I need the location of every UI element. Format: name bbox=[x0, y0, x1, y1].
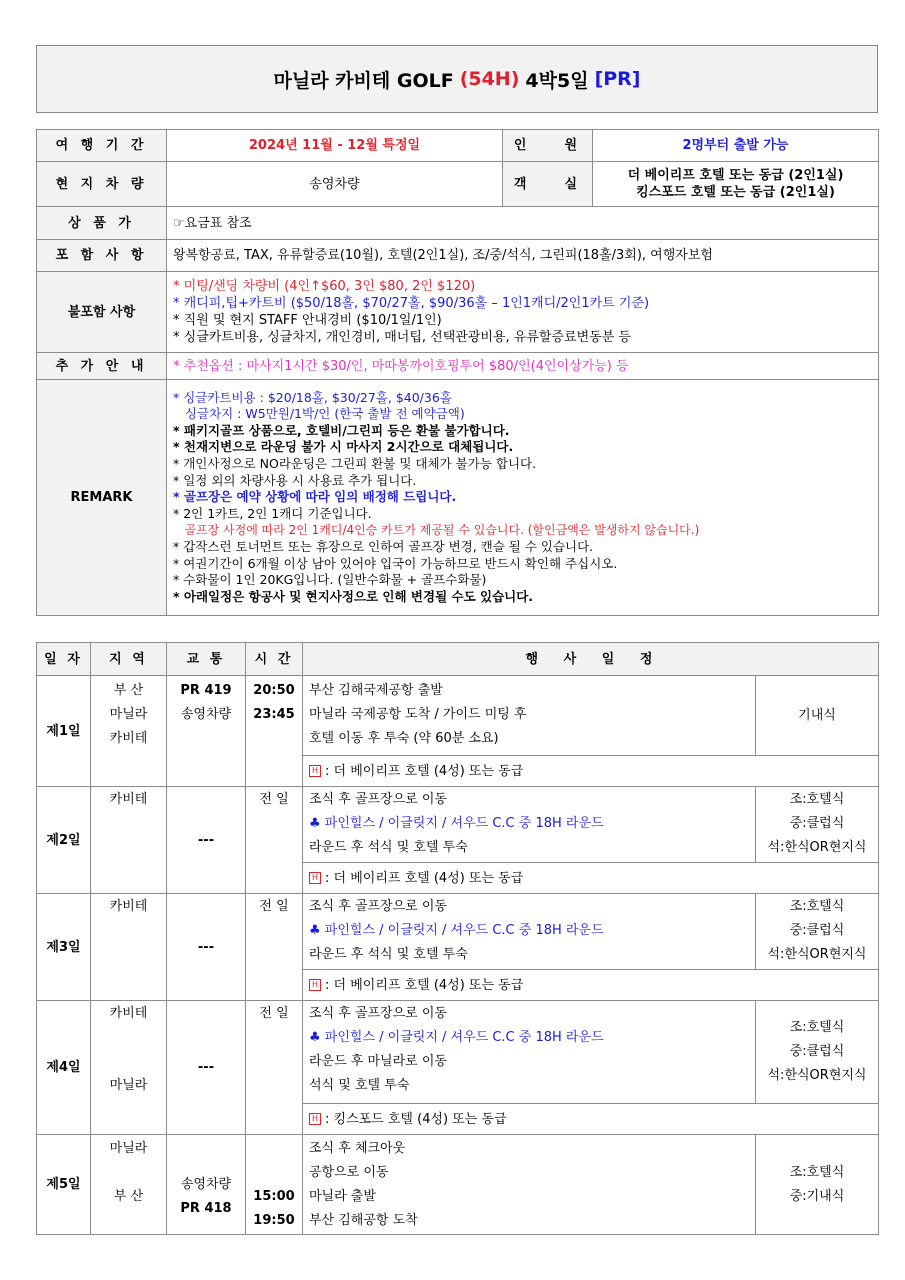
time-text: 전 일 bbox=[259, 792, 289, 807]
meal-text: 중:클럽식 bbox=[789, 816, 845, 831]
remark-item: * 수화물이 1인 20KG입니다. (일반수화물 + 골프수화물) bbox=[173, 572, 487, 588]
room-label: 객 실 bbox=[503, 162, 593, 207]
remark-item: * 골프장은 예약 상황에 따라 임의 배정해 드립니다. bbox=[173, 489, 457, 505]
hotel-icon: H bbox=[309, 872, 321, 884]
hotel-cell bbox=[303, 863, 879, 894]
exclude-item: * 캐디피,팁+카트비 ($50/18홀, $70/27홀, $90/36홀 – 1인1캐디/2인1카트 기준) bbox=[173, 296, 650, 311]
event-text: ♣ 파인힐스 / 이글릿지 / 셔우드 C.C 중 18H 라운드 bbox=[309, 923, 604, 938]
time-text: 23:45 bbox=[253, 707, 295, 722]
extra-value: * 추천옵션 : 마사지1시간 $30/인, 마따봉까이호핑투어 $80/인(4인이상가능) 등 bbox=[167, 353, 879, 380]
remark-item: * 패키지골프 상품으로, 호텔비/그린피 등은 환불 불가합니다. bbox=[173, 422, 510, 438]
day-label: 제4일 bbox=[37, 1001, 91, 1135]
event-text: 조식 후 골프장으로 이동 bbox=[309, 1006, 447, 1021]
remark-row bbox=[37, 380, 879, 616]
header-region: 지 역 bbox=[91, 643, 167, 676]
period-label: 여 행 기 간 bbox=[37, 130, 167, 162]
hotel-icon: H bbox=[309, 765, 321, 777]
region-text: 카비테 bbox=[109, 731, 148, 746]
exclude-item: * 싱글카트비용, 싱글차지, 개인경비, 매너팁, 선택관광비용, 유류할증료변동분 등 bbox=[173, 330, 631, 345]
remark-item: * 갑작스런 토너먼트 또는 휴장으로 인하여 골프장 변경, 캔슬 될 수 있습니다. bbox=[173, 538, 594, 554]
time-cell bbox=[246, 787, 303, 894]
time-text: 19:50 bbox=[253, 1213, 295, 1228]
price-value: ☞요금표 참조 bbox=[167, 207, 879, 240]
event-text: 마닐라 국제공항 도착 / 가이드 미팅 후 bbox=[309, 707, 527, 722]
price-label: 상 품 가 bbox=[37, 207, 167, 240]
meal-text: 조:호텔식 bbox=[789, 1164, 845, 1180]
exclude-list bbox=[167, 272, 879, 353]
events-cell bbox=[303, 787, 756, 863]
hotel-text: : 더 베이리프 호텔 (4성) 또는 동급 bbox=[325, 977, 524, 993]
hotel-icon: H bbox=[309, 979, 321, 991]
remark-item: * 싱글카트비용 : $20/18홀, $30/27홀, $40/36홀 bbox=[173, 389, 452, 405]
schedule-row bbox=[37, 1135, 879, 1235]
events-cell bbox=[303, 1135, 756, 1235]
hotel-cell bbox=[303, 1104, 879, 1135]
meal-text: 석:한식OR현지식 bbox=[767, 947, 867, 962]
region-cell bbox=[91, 787, 167, 894]
event-text: 조식 후 체크아웃 bbox=[309, 1141, 406, 1156]
event-text: 호텔 이동 후 투숙 (약 60분 소요) bbox=[309, 731, 499, 746]
event-text: 공항으로 이동 bbox=[309, 1165, 389, 1180]
schedule-row bbox=[37, 1001, 879, 1104]
remark-item: * 2인 1카트, 2인 1캐디 기준입니다. bbox=[173, 505, 372, 521]
include-row bbox=[37, 240, 879, 272]
region-text: 부 산 bbox=[113, 683, 144, 698]
region-text: 부 산 bbox=[113, 1189, 144, 1204]
meal-text: 조:호텔식 bbox=[789, 1020, 845, 1035]
transport-cell bbox=[167, 1001, 246, 1135]
event-text: 라운드 후 마닐라로 이동 bbox=[309, 1054, 447, 1069]
meal-text: 석:한식OR현지식 bbox=[767, 840, 867, 855]
hotel-text: : 더 베이리프 호텔 (4성) 또는 동급 bbox=[325, 870, 524, 886]
people-label: 인 원 bbox=[503, 130, 593, 162]
remark-item: 싱글차지 : W5만원/1박/인 (한국 출발 전 예약금액) bbox=[173, 406, 465, 422]
remark-label: REMARK bbox=[37, 380, 167, 616]
event-text: 조식 후 골프장으로 이동 bbox=[309, 899, 447, 914]
title-holes: (54H) bbox=[459, 68, 520, 90]
transport-cell bbox=[167, 676, 246, 787]
meal-text: 조:호텔식 bbox=[789, 792, 845, 807]
event-text: 부산 김해국제공항 출발 bbox=[309, 683, 443, 698]
meal-text: 기내식 bbox=[798, 708, 836, 723]
region-text bbox=[97, 1050, 160, 1074]
day-label: 제2일 bbox=[37, 787, 91, 894]
remark-item: * 천재지변으로 라운딩 불가 시 마사지 2시간으로 대체됩니다. bbox=[173, 439, 514, 455]
region-text: 카비테 bbox=[109, 792, 148, 807]
transport-cell bbox=[167, 1135, 246, 1235]
transport-cell bbox=[167, 894, 246, 1001]
region-text: 카비테 bbox=[109, 899, 148, 914]
room-line-2: 킹스포드 호텔 또는 동급 (2인1실) bbox=[636, 185, 835, 200]
transport-text bbox=[173, 1149, 239, 1173]
events-cell bbox=[303, 1001, 756, 1104]
vehicle-value: 송영차량 bbox=[167, 162, 503, 207]
time-text: 15:00 bbox=[253, 1189, 295, 1204]
transport-text: --- bbox=[197, 939, 215, 955]
region-text: 마닐라 bbox=[109, 1141, 148, 1156]
time-text bbox=[252, 1137, 296, 1161]
exclude-row bbox=[37, 272, 879, 353]
hotel-cell bbox=[303, 970, 879, 1001]
schedule-header-row bbox=[37, 643, 879, 676]
region-text: 카비테 bbox=[109, 1006, 148, 1021]
region-cell bbox=[91, 1001, 167, 1135]
time-text: 전 일 bbox=[259, 1006, 289, 1021]
region-text: 마닐라 bbox=[109, 1078, 148, 1093]
remark-item: * 일정 외의 차량사용 시 사용료 추가 됩니다. bbox=[173, 472, 417, 488]
event-text: 마닐라 출발 bbox=[309, 1189, 376, 1204]
remark-item: * 개인사정으로 NO라운딩은 그린피 환불 및 대체가 불가능 합니다. bbox=[173, 456, 537, 472]
time-text bbox=[252, 1161, 296, 1185]
transport-text: 송영차량 bbox=[180, 1177, 232, 1192]
extra-label: 추 가 안 내 bbox=[37, 353, 167, 380]
schedule-row bbox=[37, 676, 879, 756]
transport-cell bbox=[167, 787, 246, 894]
event-text: 부산 김해공항 도착 bbox=[309, 1213, 418, 1228]
hotel-cell bbox=[303, 756, 879, 787]
vehicle-row bbox=[37, 162, 879, 207]
page-title bbox=[36, 45, 878, 113]
hotel-text: : 킹스포드 호텔 (4성) 또는 동급 bbox=[325, 1111, 507, 1127]
exclude-item: * 미팅/샌딩 차량비 (4인↑$60, 3인 $80, 2인 $120) bbox=[173, 279, 476, 294]
remark-list bbox=[167, 380, 879, 616]
time-cell bbox=[246, 1135, 303, 1235]
transport-text: 송영차량 bbox=[180, 707, 232, 722]
title-duration: 4박5일 bbox=[525, 69, 589, 92]
event-text: 석식 및 호텔 투숙 bbox=[309, 1078, 410, 1093]
header-day: 일 자 bbox=[37, 643, 91, 676]
region-cell bbox=[91, 676, 167, 787]
price-row bbox=[37, 207, 879, 240]
info-table bbox=[36, 129, 879, 616]
header-transport: 교 통 bbox=[167, 643, 246, 676]
time-cell bbox=[246, 1001, 303, 1135]
header-time: 시 간 bbox=[246, 643, 303, 676]
remark-item: 골프장 사정에 따라 2인 1캐디/4인승 카트가 제공될 수 있습니다. (할인금액은 발생하지 않습니다.) bbox=[173, 523, 700, 538]
time-text: 전 일 bbox=[259, 899, 289, 914]
meal-text: 조:호텔식 bbox=[789, 899, 845, 914]
meal-text: 석:한식OR현지식 bbox=[767, 1068, 867, 1083]
vehicle-label: 현 지 차 량 bbox=[37, 162, 167, 207]
day-label: 제5일 bbox=[37, 1135, 91, 1235]
event-text: 조식 후 골프장으로 이동 bbox=[309, 792, 447, 807]
time-cell bbox=[246, 894, 303, 1001]
meal-cell bbox=[756, 894, 879, 970]
event-text: 라운드 후 석식 및 호텔 투숙 bbox=[309, 840, 468, 855]
header-itinerary: 행 사 일 정 bbox=[303, 643, 879, 676]
title-airline: [PR] bbox=[594, 68, 641, 90]
day-label: 제3일 bbox=[37, 894, 91, 1001]
title-main: 마닐라 카비테 GOLF bbox=[273, 69, 454, 92]
room-value bbox=[593, 162, 879, 207]
meal-text: 중:기내식 bbox=[789, 1188, 845, 1204]
remark-item: * 아래일정은 항공사 및 현지사정으로 인해 변경될 수도 있습니다. bbox=[173, 588, 534, 604]
include-value: 왕복항공료, TAX, 유류할증료(10월), 호텔(2인1실), 조/중/석식, 그린피(18홀/3회), 여행자보험 bbox=[167, 240, 879, 272]
hotel-text: : 더 베이리프 호텔 (4성) 또는 동급 bbox=[325, 763, 524, 779]
transport-text: --- bbox=[197, 1060, 215, 1075]
region-cell bbox=[91, 1135, 167, 1235]
meal-cell bbox=[756, 1135, 879, 1235]
region-cell bbox=[91, 894, 167, 1001]
event-text: ♣ 파인힐스 / 이글릿지 / 셔우드 C.C 중 18H 라운드 bbox=[309, 816, 604, 831]
remark-item: * 여권기간이 6개월 이상 남아 있어야 입국이 가능하므로 반드시 확인해 주십시오. bbox=[173, 555, 618, 571]
event-text: ♣ 파인힐스 / 이글릿지 / 셔우드 C.C 중 18H 라운드 bbox=[309, 1030, 604, 1045]
meal-cell bbox=[756, 1001, 879, 1104]
hotel-icon: H bbox=[309, 1113, 321, 1125]
region-text bbox=[97, 1161, 160, 1185]
exclude-item: * 직원 및 현지 STAFF 안내경비 ($10/1일/1인) bbox=[173, 313, 442, 328]
include-label: 포 함 사 항 bbox=[37, 240, 167, 272]
region-text bbox=[97, 1026, 160, 1050]
day-label: 제1일 bbox=[37, 676, 91, 787]
transport-text: PR 418 bbox=[180, 1201, 232, 1216]
events-cell bbox=[303, 894, 756, 970]
people-value: 2명부터 출발 가능 bbox=[593, 130, 879, 162]
period-row bbox=[37, 130, 879, 162]
meal-text: 중:클럽식 bbox=[789, 1044, 845, 1059]
schedule-table bbox=[36, 642, 879, 1235]
extra-row bbox=[37, 353, 879, 380]
transport-text: --- bbox=[197, 832, 215, 848]
room-line-1: 더 베이리프 호텔 또는 동급 (2인1실) bbox=[627, 168, 844, 183]
meal-text: 중:클럽식 bbox=[789, 923, 845, 938]
time-text: 20:50 bbox=[253, 683, 295, 698]
schedule-row bbox=[37, 787, 879, 863]
meal-cell bbox=[756, 787, 879, 863]
region-text: 마닐라 bbox=[109, 707, 148, 722]
schedule-row bbox=[37, 894, 879, 970]
events-cell bbox=[303, 676, 756, 756]
period-value: 2024년 11월 - 12월 특정일 bbox=[167, 130, 503, 162]
meal-cell bbox=[756, 676, 879, 756]
exclude-label: 불포함 사항 bbox=[37, 272, 167, 353]
transport-text: PR 419 bbox=[180, 683, 232, 698]
time-cell bbox=[246, 676, 303, 787]
event-text: 라운드 후 석식 및 호텔 투숙 bbox=[309, 947, 468, 962]
